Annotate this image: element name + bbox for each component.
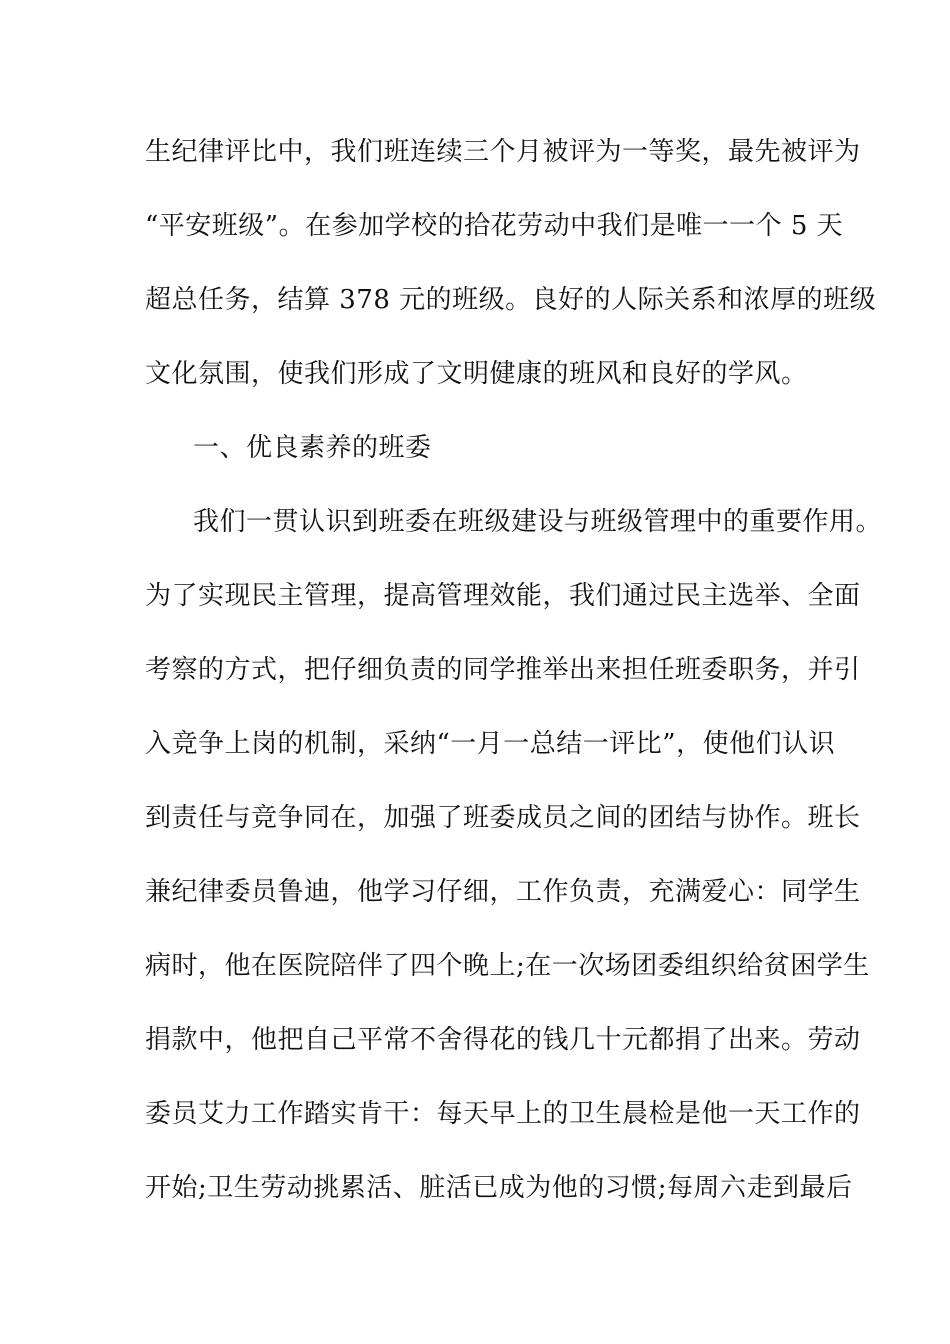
text-line: 开始;卫生劳动挑累活、脏活已成为他的习惯;每周六走到最后 <box>145 1173 853 1203</box>
text-line: 兼纪律委员鲁迪，他学习仔细，工作负责，充满爱心：同学生 <box>145 877 861 907</box>
text-line: 我们一贯认识到班委在班级建设与班级管理中的重要作用。 <box>193 507 883 537</box>
text-line: 委员艾力工作踏实肯干：每天早上的卫生晨检是他一天工作的 <box>145 1099 861 1129</box>
text-line: 文化氛围，使我们形成了文明健康的班风和良好的学风。 <box>145 359 808 389</box>
section-heading: 一、优良素养的班委 <box>193 433 432 463</box>
text-line: “平安班级”。在参加学校的拾花劳动中我们是唯一一个 5 天 <box>145 211 844 241</box>
text-line: 病时，他在医院陪伴了四个晚上;在一次场团委组织给贫困学生 <box>145 951 870 981</box>
text-line: 捐款中，他把自己平常不舍得花的钱几十元都捐了出来。劳动 <box>145 1025 861 1055</box>
text-line: 到责任与竞争同在，加强了班委成员之间的团结与协作。班长 <box>145 803 861 833</box>
text-line: 生纪律评比中，我们班连续三个月被评为一等奖，最先被评为 <box>145 137 861 167</box>
text-line: 入竞争上岗的机制，采纳“一月一总结一评比”，使他们认识 <box>145 729 836 759</box>
text-line: 为了实现民主管理，提高管理效能，我们通过民主选举、全面 <box>145 581 861 611</box>
text-line: 超总任务，结算 378 元的班级。良好的人际关系和浓厚的班级 <box>145 285 877 315</box>
text-line: 考察的方式，把仔细负责的同学推举出来担任班委职务，并引 <box>145 655 861 685</box>
document-body <box>145 128 883 1238</box>
